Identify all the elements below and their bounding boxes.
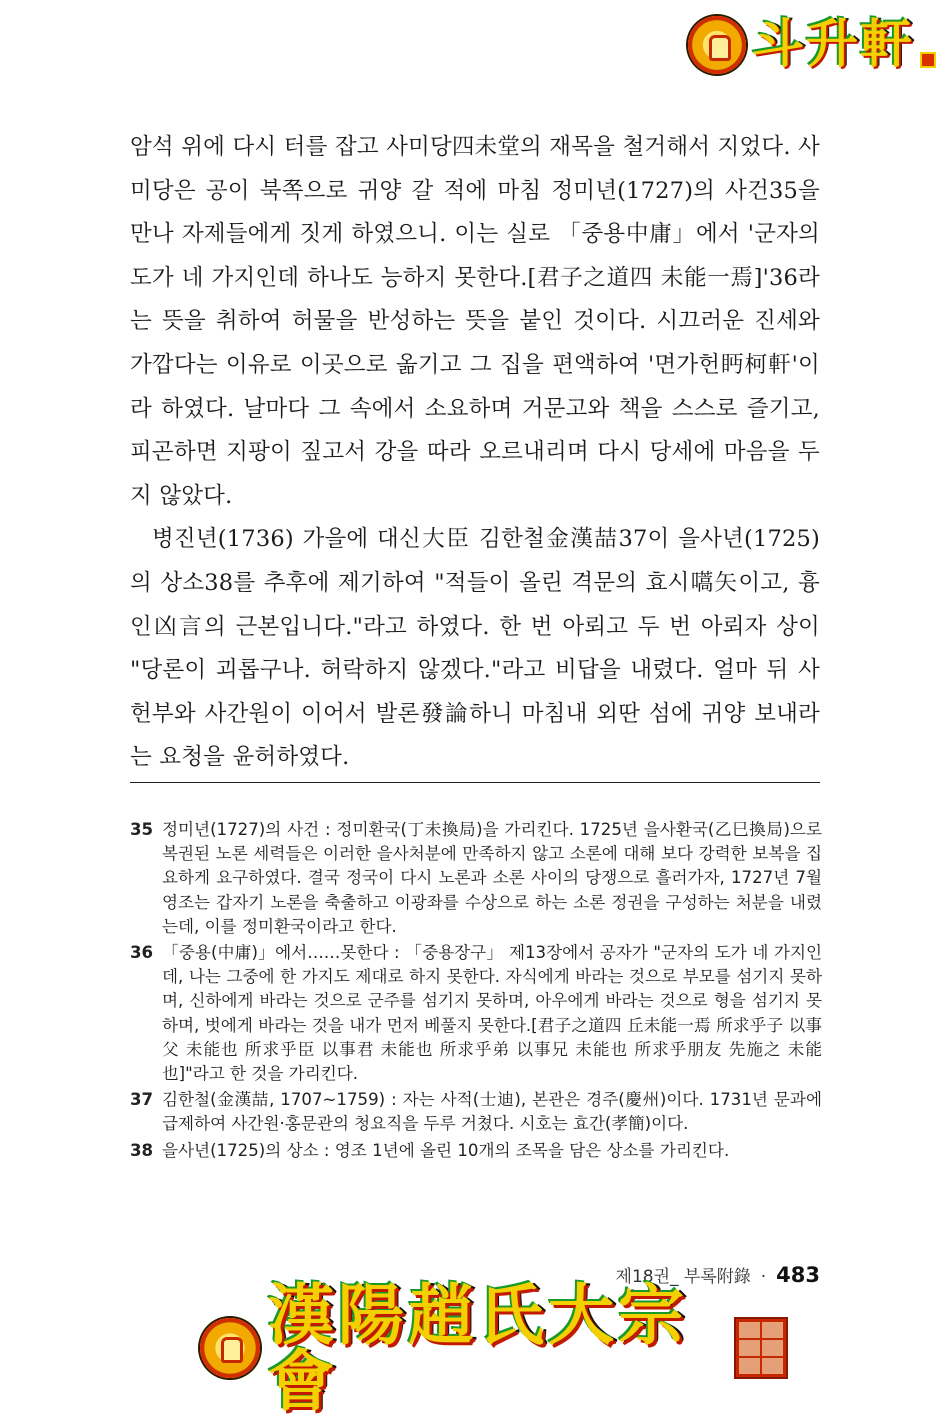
footnote-35 [130,818,822,939]
paragraph-2: 병진년(1736) 가을에 대신大臣 김한철金漢喆37이 을사년(1725)의 상소38를 추후에 제기하여 "적들이 올린 격문의 효시嚆矢이고, 흉인凶言의 근본입니다."라고 하였다. 한 번 아뢰고 두 번 아뢰자 상이 "당론이 괴롭구나. 허락하지 않겠다."라고 비답을 내렸다. 얼마 뒤 사헌부와 사간원이 이어서 발론發論하니 마침내 외딴 섬에 귀양 보내라는 요청을 윤허하였다. [130,526,820,771]
footer-separator: · [760,1267,767,1287]
body-text [130,126,820,780]
top-logo-text: 斗升軒 [751,14,914,75]
flower-emblem-icon [200,1318,260,1378]
footnote-number: 36 [130,943,154,963]
footnote-text: 김한철(金漢喆, 1707~1759) : 자는 사적(士迪), 본관은 경주(慶州)이다. 1731년 문과에 급제하여 사간원·홍문관의 청요직을 두루 거쳤다. 시호는 효간(孝簡)이다. [162,1090,822,1134]
footnote-number: 38 [130,1140,154,1160]
footnote-text: 을사년(1725)의 상소 : 영조 1년에 올린 10개의 조목을 담은 상소를 가리킨다. [162,1140,730,1160]
logo-mark-icon [920,52,936,68]
paragraph-1: 암석 위에 다시 터를 잡고 사미당四未堂의 재목을 철거해서 지었다. 사미당은 공이 북쪽으로 귀양 갈 적에 마침 정미년(1727)의 사건35을 만나 자제들에게 짓게 하였으니. 이는 실로 「중용中庸」에서 '군자의 도가 네 가지인데 하나도 능하지 못한다.[君子之道四 未能一焉]'36라는 뜻을 취하여 허물을 반성하는 뜻을 붙인 것이다. 시끄러운 진세와 가깝다는 이유로 이곳으로 옮기고 그 집을 편액하여 '면가헌眄柯軒'이라 하였다. 날마다 그 속에서 소요하며 거문고와 책을 스스로 즐기고, 피곤하면 지팡이 짚고서 강을 따라 오르내리며 다시 당세에 마음을 두지 않았다. [130,134,820,509]
banner-text: 漢陽趙氏大宗會 [268,1276,688,1420]
footnote-36 [130,941,822,1086]
footnote-text: 정미년(1727)의 사건 : 정미환국(丁未換局)을 가리킨다. 1725년 을사환국(乙巳換局)으로 복권된 노론 세력들은 이러한 을사처분에 만족하지 않고 소론에 대해 보다 강력한 보복을 집요하게 요구하였다. 결국 정국이 다시 노론과 소론 사이의 당쟁으로 흘러가자, 1727년 7월 영조는 갑자기 노론을 축출하고 이광좌를 수상으로 하는 소론 정권을 구성하는 처분을 내렸는데, 이를 정미환국이라고 한다. [162,820,822,936]
footnote-divider [130,782,820,783]
footnote-number: 35 [130,820,154,839]
footnotes [130,818,822,1165]
footnote-37 [130,1088,822,1136]
volume-label: 제18권_ 부록附錄 [615,1267,751,1287]
footnote-38 [130,1139,822,1163]
flower-emblem-icon [688,16,746,74]
footnote-number: 37 [130,1090,154,1110]
footnote-text: 「중용(中庸)」에서……못한다 : 「중용장구」 제13장에서 공자가 "군자의 도가 네 가지인데, 나는 그중에 한 가지도 제대로 하지 못한다. 자식에게 바라는 것으로 부모를 섬기지 못하며, 신하에게 바라는 것으로 군주를 섬기지 못하며, 아우에게 바라는 것으로 형을 섬기지 못하며, 벗에게 바라는 것을 내가 먼저 베풀지 못한다.[君子之道四 丘未能一焉 所求乎子 以事父 未能也 所求乎臣 以事君 未能也 所求乎弟 以事兄 未能也 所求乎朋友 先施之 未能也]"라고 한 것을 가리킨다. [162,943,822,1084]
top-logo [688,16,936,74]
seal-stamp-icon [734,1317,788,1379]
page-number: 483 [776,1263,820,1287]
